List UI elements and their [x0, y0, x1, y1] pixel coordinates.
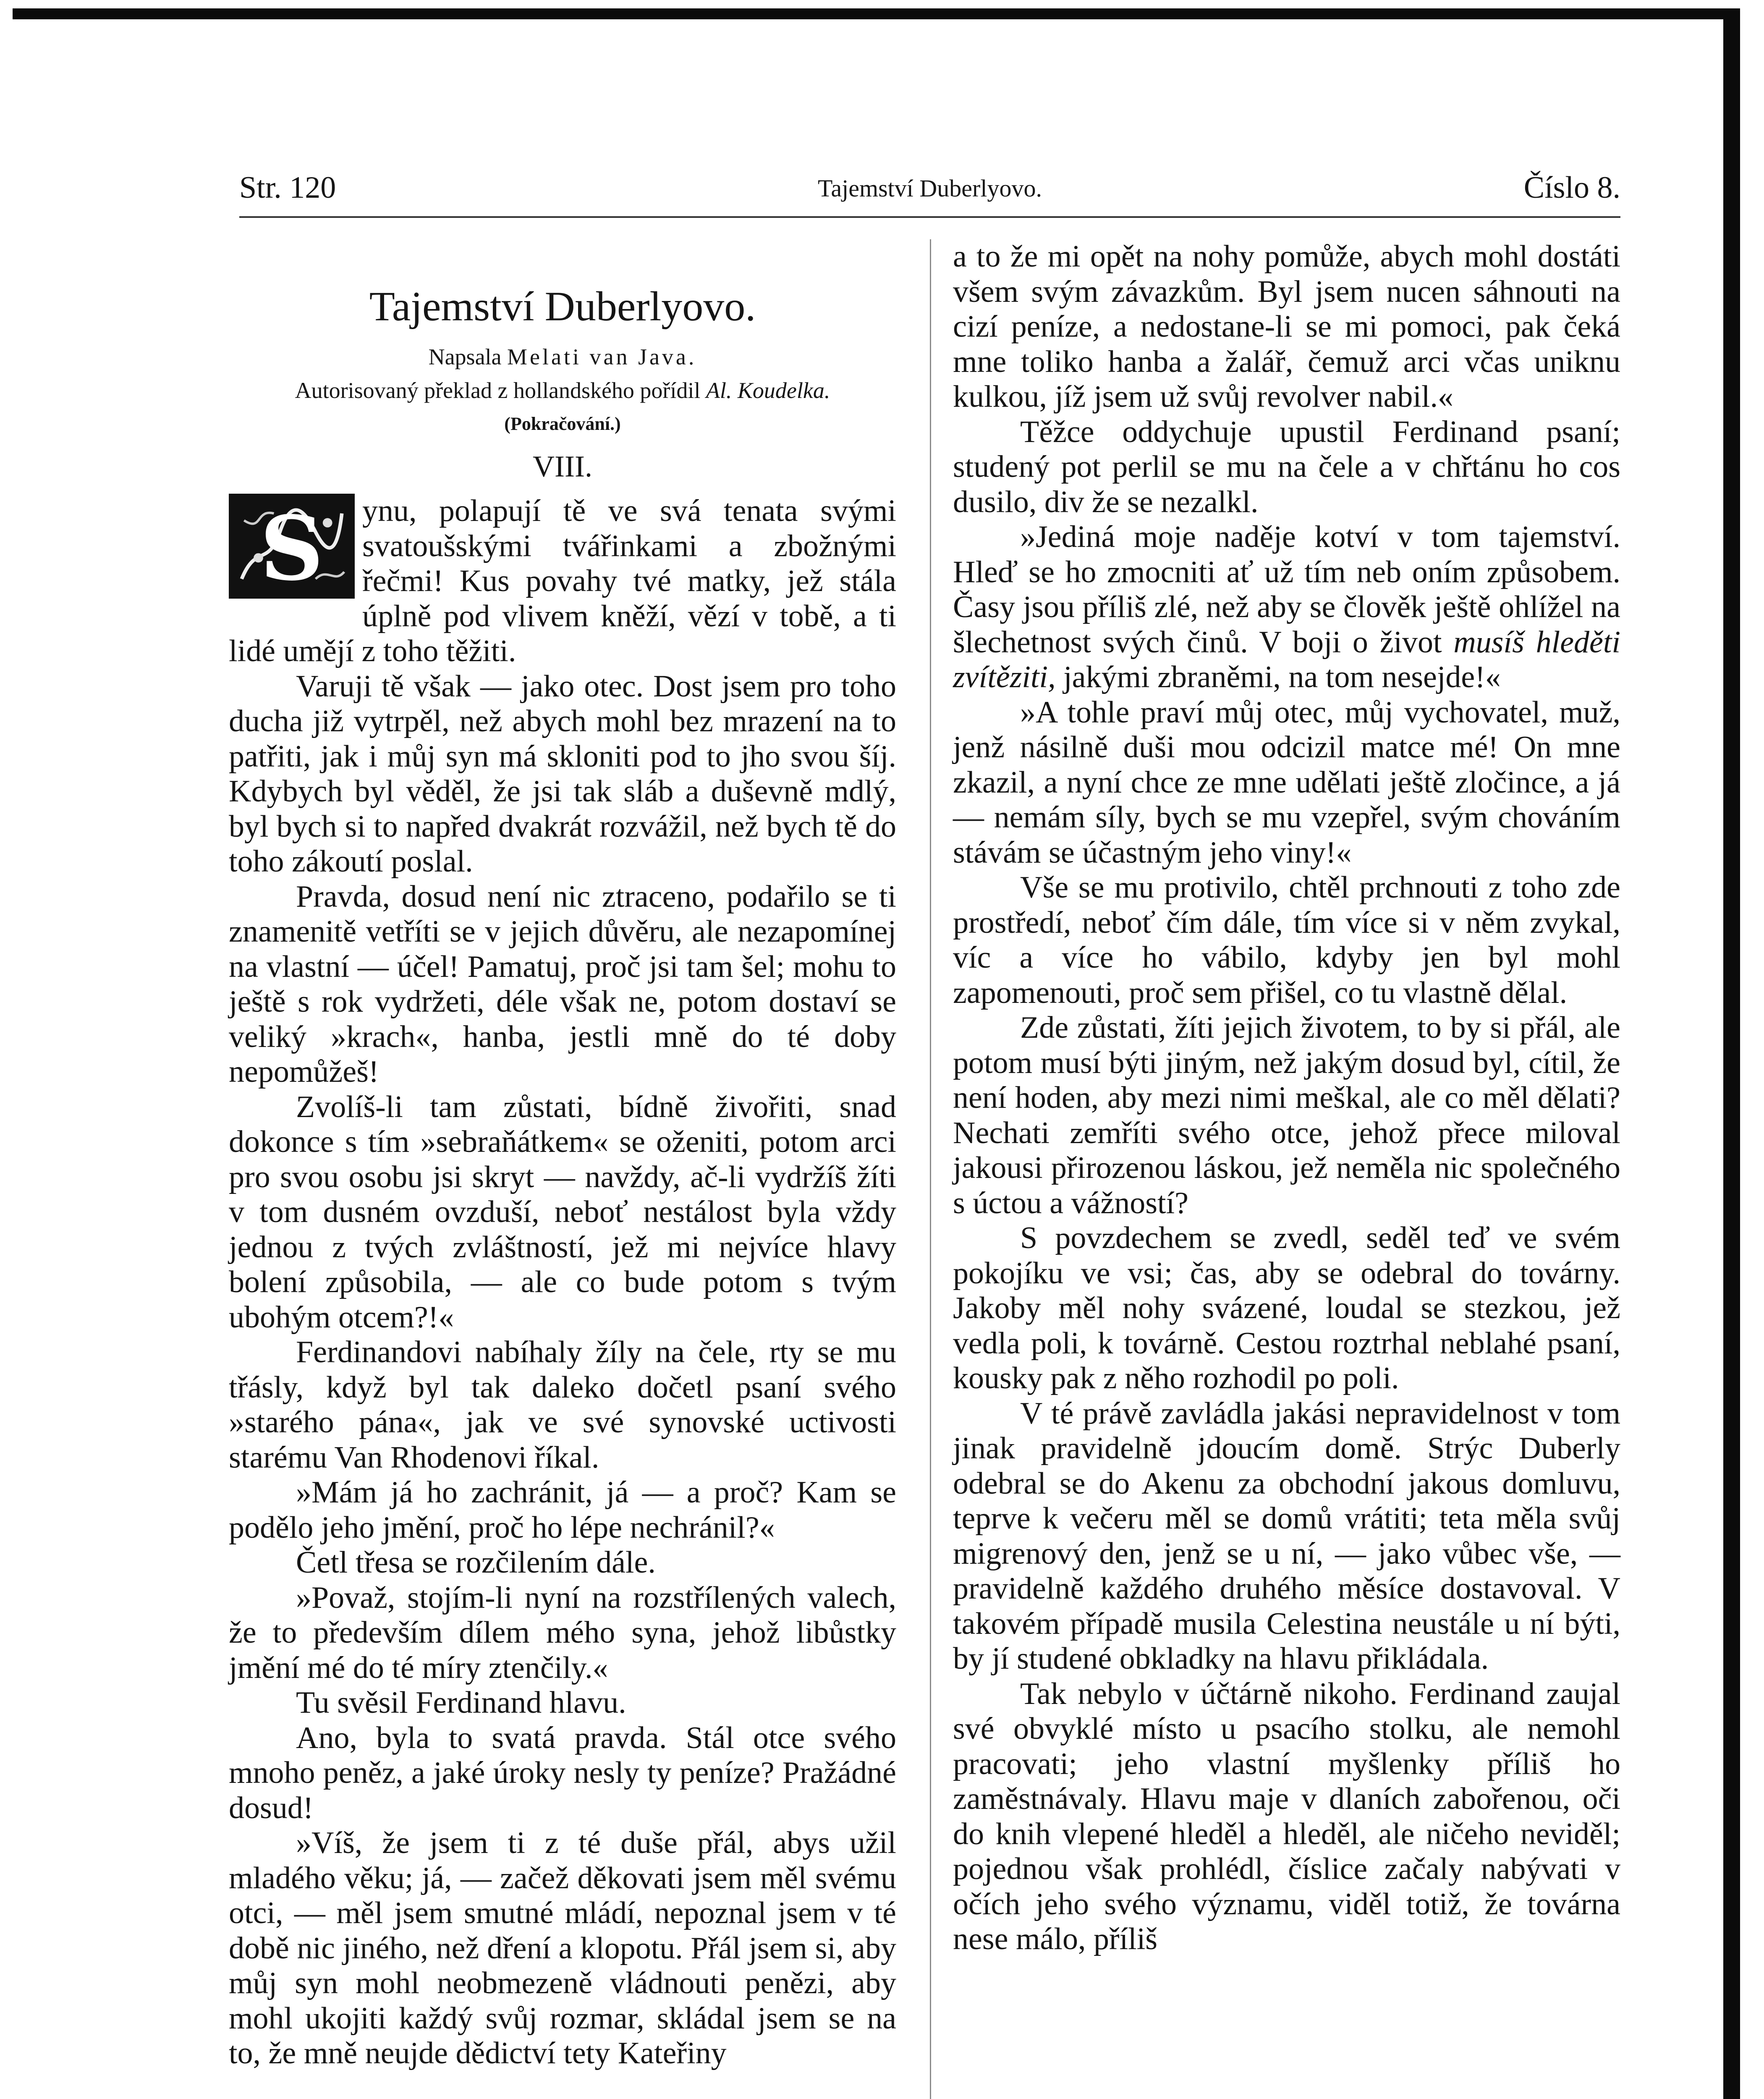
chapter-number: VIII.: [533, 450, 592, 483]
paragraph-text: »Jediná moje naděje kotví v tom tajemství. Hleď se ho zmocniti ať už tím neb oním způsobem. Časy jsou příliš zlé, než aby se člověk ještě ohlížel na šlechetnost svých činů. V boji o život: [953, 520, 1620, 660]
paragraph: V té právě zavládla jakási nepravidelnost v tom jinak pravidelně jdoucím domě. Strýc Duberly odebral se do Akenu za obchodní jakous domluvu, teprve k večeru měl se domů vrátiti; teta měla svůj migrenový den, jenž se u ní, — jako vůbec vše, — pravidelně každého druhého měsíce dostavoval. V takovém případě musila Celestina neustále u ní býti, by jí studené obkladky na hlavu přikládala.: [953, 1396, 1620, 1676]
column-divider: [930, 239, 931, 2099]
translation-prefix: Autorisovaný překlad z hollandského pořídil: [295, 378, 701, 403]
translator-name: Al. Koudelka.: [706, 378, 830, 403]
page-number: Str. 120: [239, 170, 336, 205]
paragraph: [953, 520, 1620, 695]
paragraph: »Víš, že jsem ti z té duše přál, abys užil mladého věku; já, — začež děkovati jsem měl svému otci, — měl jsem smutné mládí, nepoznal jsem v té době nic jiného, než dření a klopotu. Přál jsem si, aby můj syn mohl neobmezeně vládnouti penězi, aby mohl ukojiti každý svůj rozmar, skládal jsem se na to, že mně neujde dědictví tety Kateřiny: [229, 1826, 896, 2070]
paragraph: »Mám já ho zachránit, já — a proč? Kam se podělo jeho jmění, proč ho lépe nechránil?«: [229, 1475, 896, 1545]
paragraph: Pravda, dosud není nic ztraceno, podařilo se ti znamenitě vetříti se v jejich důvěru, ale nezapomínej na vlastní — účel! Pamatuj, proč jsi tam šel; mohu to ještě s rok vydržeti, déle však ne, potom dostaví se veliký »krach«, hanba, jestli mně do té doby nepomůžeš!: [229, 879, 896, 1089]
emphasis-text: musíš hleděti zvítěziti,: [953, 625, 1621, 694]
paragraph: [229, 494, 896, 669]
paragraph: Ano, byla to svatá pravda. Stál otce svého mnoho peněz, a jaké úroky nesly ty peníze? Pražádné dosud!: [229, 1720, 896, 1825]
paragraph: Zvolíš-li tam zůstati, bídně živořiti, snad dokonce s tím »sebraňátkem« se oženiti, potom arci pro svou osobu jsi skryt — navždy, ač-li vydržíš žíti v tom dusném ovzduší, neboť nestálost byla vždy jednou z tvých zvláštností, jež mi nejvíce hlavy bolení způsobila, — ale co bude potom s tvým ubohým otcem?!«: [229, 1089, 896, 1335]
paragraph: a to že mi opět na nohy pomůže, abych mohl dostáti všem svým závazkům. Byl jsem nucen sáhnouti na cizí peníze, a nedostane-li se mi pomoci, pak čeká mne toliko hanba a žalář, čemuž arci včas uniknu kulkou, jíž jsem už svůj revolver nabil.«: [953, 239, 1620, 414]
paragraph: Vše se mu protivilo, chtěl prchnouti z toho zde prostředí, neboť čím dále, tím více si v něm zvykal, víc a více ho vábilo, kdyby jen byl mohl zapomenouti, proč sem přišel, co tu vlastně dělal.: [953, 870, 1620, 1010]
paragraph: Tu svěsil Ferdinand hlavu.: [296, 1685, 626, 1720]
byline-prefix: Napsala: [428, 344, 502, 369]
paragraph: »Považ, stojím-li nyní na rozstřílených valech, že to především dílem mého syna, jehož libůstky jmění mé do té míry ztenčily.«: [229, 1580, 896, 1685]
continued-note: (Pokračování.): [504, 414, 621, 434]
header-rule: [239, 216, 1620, 218]
author-name: Melati van Java.: [507, 344, 697, 369]
byline: [229, 340, 896, 374]
paragraph: Zde zůstati, žíti jejich životem, to by si přál, ale potom musí býti jiným, než jakým dosud byl, cítil, že není hoden, aby mezi nimi meškal, ale co měl dělati? Nechati zemříti svého otce, jehož přece miloval jakousi přirozenou láskou, jež neměla nic společného s úctou a vážností?: [953, 1010, 1620, 1220]
initial-letter: S: [260, 497, 324, 600]
paragraph: Ferdinandovi nabíhaly žíly na čele, rty se mu třásly, když byl tak daleko dočetl psaní svého »starého pána«, jak ve své synovské uctivosti starému Van Rhodenovi říkal.: [229, 1335, 896, 1475]
paragraph: S povzdechem se zvedl, seděl teď ve svém pokojíku ve vsi; čas, aby se odebral do továrny. Jakoby měl nohy svázené, loudal se stezkou, jež vedla poli, k továrně. Cestou roztrhal neblahé psaní, kousky pak z něho rozhodil po poli.: [953, 1221, 1620, 1395]
paragraph: Těžce oddychuje upustil Ferdinand psaní; studený pot perlil se mu na čele a v chřtánu ho cos dusilo, div že se nezalkl.: [953, 414, 1620, 519]
translation-note: [229, 374, 896, 407]
paragraph-text: jakými zbraněmi, na tom nesejde!«: [1063, 660, 1501, 694]
paragraph: Varuji tě však — jako otec. Dost jsem pro toho ducha již vytrpěl, než abych mohl bez mrazení na to patřiti, jak i můj syn má skloniti pod to jho svou šíj. Kdybych byl věděl, že jsi tak sláb a duševně mdlý, byl bych si to napřed dvakrát rozvážil, než bych tě do toho zákoutí poslal.: [229, 669, 896, 879]
right-column: [953, 239, 1620, 1957]
issue-number: Číslo 8.: [1523, 170, 1620, 205]
article-title: Tajemství Duberlyovo.: [369, 283, 756, 330]
paragraph: »A tohle praví můj otec, můj vychovatel, muž, jenž násilně duši mou odcizil matce mé! On mne zkazil, a nyní chce ze mne udělati ještě zločince, a já — nemám síly, bych se mu vzepřel, svým chováním stávám se účastným jeho viny!«: [953, 695, 1620, 870]
paragraph: Četl třesa se rozčilením dále.: [296, 1545, 656, 1580]
paragraph-text: ynu, polapují tě ve svá tenata svými svatoušskými tvářinkami a zbožnými řečmi! Kus povahy tvé matky, jež stála úplně pod vlivem kněží, vězí v tobě, a ti lidé umějí z toho těžiti.: [229, 494, 896, 668]
running-head: [239, 170, 1620, 212]
running-title: Tajemství Duberlyovo.: [818, 175, 1042, 202]
paragraph: Tak nebylo v účtárně nikoho. Ferdinand zaujal své obvyklé místo u psacího stolku, ale nemohl pracovati; jeho vlastní myšlenky příliš ho zaměstnávaly. Hlavu maje v dlaních zabořenou, oči do knih vlepené hleděl a hleděl, ale ničeho neviděl; pojednou však prohlédl, číslice začaly nabývati v očích jeho svého významu, viděl totiž, že továrna nese málo, příliš: [953, 1676, 1620, 1956]
left-column: [229, 239, 896, 2071]
ornamental-initial: [229, 494, 355, 599]
